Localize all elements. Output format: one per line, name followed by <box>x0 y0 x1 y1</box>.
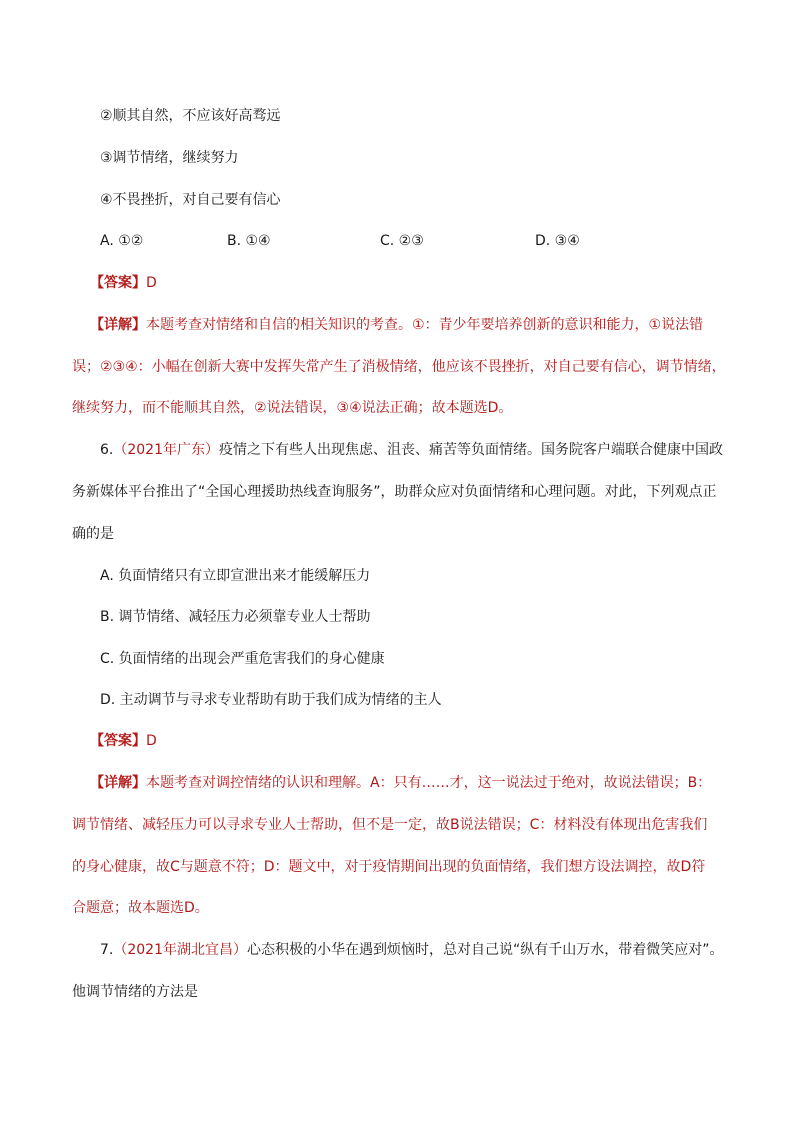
q6-stem-line-1 <box>100 440 760 460</box>
q6-explain-text-1: 本题考查对调控情绪的认识和理解。A：只有……才，这一说法过于绝对，故说法错误；B： <box>146 775 712 791</box>
q5-option-b: B. ①④ <box>227 233 271 249</box>
q6-explain-line-1 <box>90 773 750 793</box>
q6-option-d: D. 主动调节与寻求专业帮助有助于我们成为情绪的主人 <box>100 692 442 708</box>
q6-source: （2021年广东） <box>113 442 219 458</box>
q5-answer-value: D <box>146 275 157 291</box>
q5-option-c: C. ②③ <box>380 233 424 249</box>
q5-statement-2: ②顺其自然，不应该好高骛远 <box>100 108 281 124</box>
q7-stem-text-1: 心态积极的小华在遇到烦恼时，总对自己说“纵有千山万水，带着微笑应对”。 <box>247 942 724 958</box>
q6-answer-value: D <box>146 733 157 749</box>
q6-explain-label: 【详解】 <box>90 775 146 791</box>
q6-stem-line-3: 确的是 <box>72 526 114 542</box>
q6-explain-line-3: 的身心健康，故C与题意不符；D：题文中，对于疫情期间出现的负面情绪，我们想方设法调控，故D符 <box>72 859 706 875</box>
q5-explain-line-1 <box>90 315 750 335</box>
q7-source: （2021年湖北宜昌） <box>113 942 247 958</box>
q6-explain-line-2: 调节情绪、减轻压力可以寻求专业人士帮助，但不是一定，故B说法错误；C：材料没有体现出危害我们 <box>72 817 708 833</box>
q5-explain-line-3: 继续努力，而不能顺其自然，②说法错误，③④说法正确；故本题选D。 <box>72 400 513 416</box>
q6-answer-label: 【答案】 <box>90 733 146 749</box>
q6-option-a: A. 负面情绪只有立即宣泄出来才能缓解压力 <box>100 568 371 584</box>
q7-stem-line-2: 他调节情绪的方法是 <box>72 984 198 1000</box>
q5-options-row <box>100 231 660 251</box>
q5-explain-line-2: 误；②③④：小幅在创新大赛中发挥失常产生了消极情绪，他应该不畏挫折，对自己要有信心，调节情绪， <box>72 359 726 375</box>
q6-option-b: B. 调节情绪、减轻压力必须靠专业人士帮助 <box>100 609 371 625</box>
q6-stem-line-2: 务新媒体平台推出了“全国心理援助热线查询服务”，助群众应对负面情绪和心理问题。对此，下列观点正 <box>72 484 717 500</box>
q6-number: 6. <box>100 442 114 458</box>
q7-stem-line-1 <box>100 940 760 960</box>
q5-answer <box>90 273 750 293</box>
q5-explain-text-1: 本题考查对情绪和自信的相关知识的考查。①：青少年要培养创新的意识和能力，①说法错 <box>146 317 704 333</box>
q6-option-c: C. 负面情绪的出现会严重危害我们的身心健康 <box>100 651 385 667</box>
q6-stem-text-1: 疫情之下有些人出现焦虑、沮丧、痛苦等负面情绪。国务院客户端联合健康中国政 <box>219 442 723 458</box>
q5-statement-4: ④不畏挫折，对自己要有信心 <box>100 192 281 208</box>
q7-number: 7. <box>100 942 114 958</box>
q6-explain-line-4: 合题意；故本题选D。 <box>72 900 209 916</box>
q5-statement-3: ③调节情绪，继续努力 <box>100 150 239 166</box>
q5-explain-label: 【详解】 <box>90 317 146 333</box>
q5-option-a: A. ①② <box>100 233 144 249</box>
q5-option-d: D. ③④ <box>535 233 580 249</box>
q5-answer-label: 【答案】 <box>90 275 146 291</box>
q6-answer <box>90 731 750 751</box>
